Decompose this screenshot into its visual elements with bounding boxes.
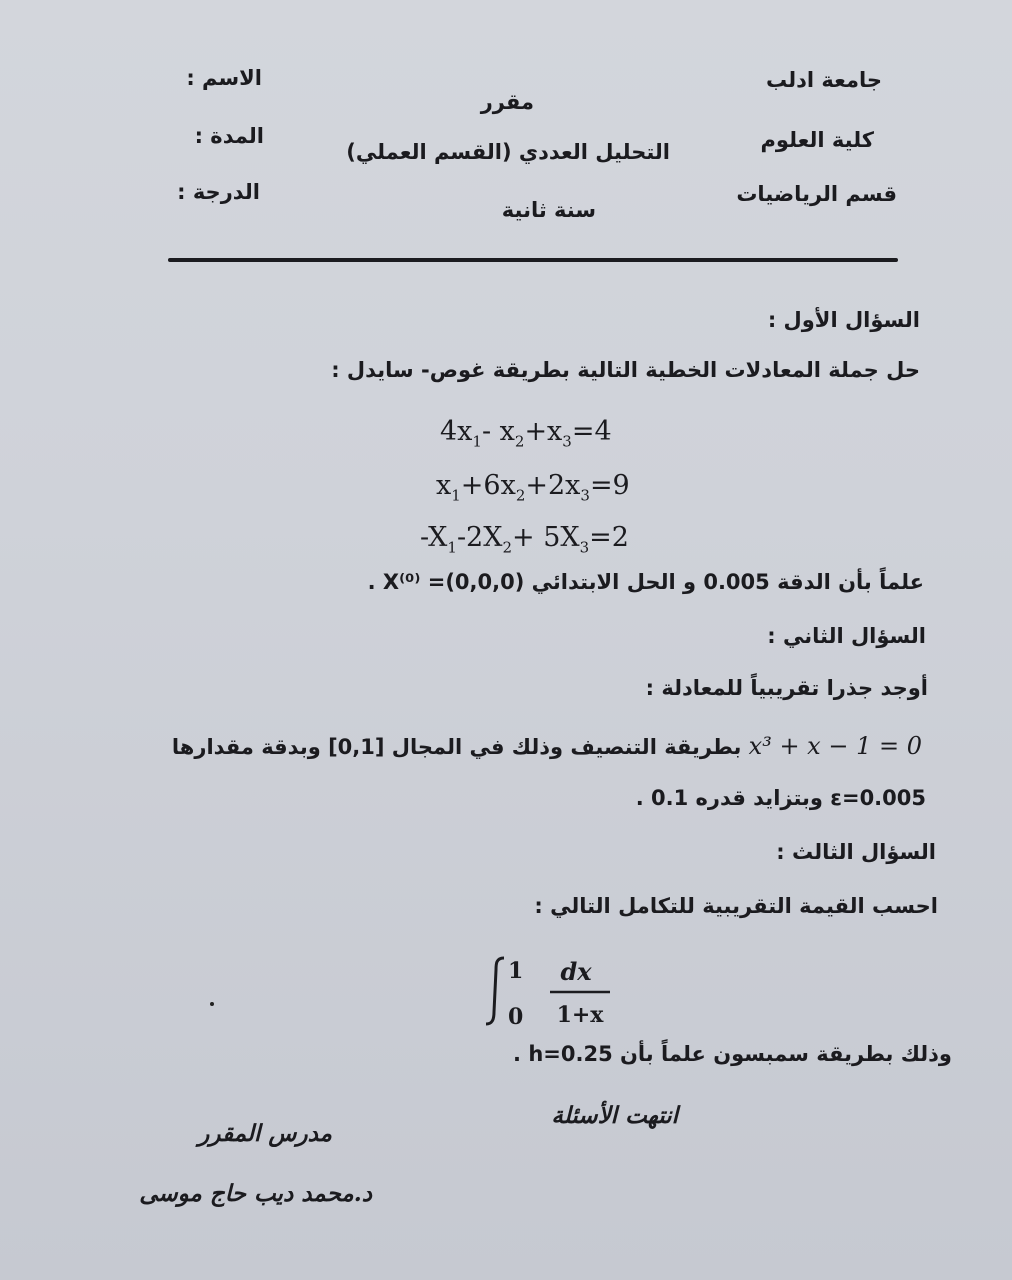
name-label: الاسم : xyxy=(186,66,262,90)
q1-accuracy-note: علماً بأن الدقة 0.005 و الحل الابتدائي (0,0,0)= X⁽⁰⁾ . xyxy=(367,570,924,594)
q3-prompt: احسب القيمة التقريبية للتكامل التالي : xyxy=(534,894,938,918)
q2-prompt: أوجد جذرا تقريبياً للمعادلة : xyxy=(645,676,928,700)
q1-equation-1: $4x_1-$ $x_2+x_3=4$ xyxy=(440,416,612,451)
header-divider xyxy=(168,258,898,262)
teacher-name: د.محمد ديب حاج موسى xyxy=(139,1180,372,1207)
integral-numerator: dx xyxy=(560,957,592,986)
q1-prompt: حل جملة المعادلات الخطية التالية بطريقة غوص- سايدل : xyxy=(331,358,920,382)
q2-title: السؤال الثاني : xyxy=(767,624,926,648)
integral-upper-limit: 1 xyxy=(508,958,524,984)
q1-equation-3: $-X_1-2X_2+ 5X_3=2$ xyxy=(420,522,629,557)
department-name: قسم الرياضيات xyxy=(736,182,897,206)
integral-sign-icon xyxy=(486,958,504,1024)
course-label: مقرر xyxy=(480,90,534,114)
q1-title: السؤال الأول : xyxy=(767,308,920,332)
integral-lower-limit: 0 xyxy=(508,1004,524,1030)
end-of-questions: انتهت الأسئلة xyxy=(551,1102,678,1129)
q2-accuracy-line: ε=0.005 وبتزايد قدره 0.1 . xyxy=(635,786,926,810)
q3-method: وذلك بطريقة سمبسون علماً بأن h=0.25 . xyxy=(513,1042,952,1066)
q3-title: السؤال الثالث : xyxy=(776,840,936,864)
q2-method-line xyxy=(172,732,922,760)
study-year: سنة ثانية xyxy=(501,198,596,222)
teacher-label: مدرس المقرر xyxy=(198,1120,332,1147)
faculty-name: كلية العلوم xyxy=(760,128,874,152)
course-name: التحليل العددي (القسم العملي) xyxy=(346,140,670,164)
q1-equation-2: $x_1+6x_2+2x_3=9$ xyxy=(436,470,630,505)
integral-denominator: 1+x xyxy=(556,1002,604,1028)
q2-method-text: بطريقة التنصيف وذلك في المجال [0,1] وبدقة مقدارها xyxy=(171,735,742,759)
q3-integral xyxy=(486,950,626,1030)
grade-label: الدرجة : xyxy=(177,180,260,204)
stray-mark xyxy=(210,1002,214,1006)
q2-equation: x³ + x − 1 = 0 xyxy=(748,732,922,760)
duration-label: المدة : xyxy=(194,124,264,148)
university-name: جامعة ادلب xyxy=(765,68,882,92)
